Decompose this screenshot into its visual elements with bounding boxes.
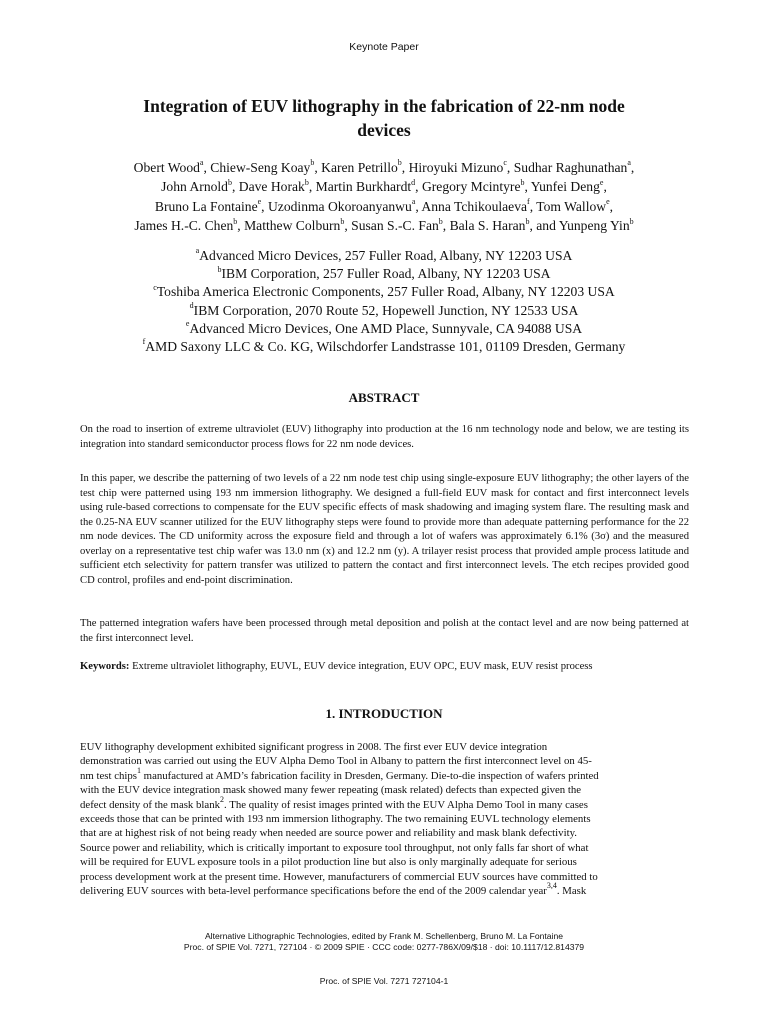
intro-text: exceeds those that can be printed with 193 nm immersion lithography. The two remaining EUVL technology elements: [80, 813, 591, 826]
author-name: Obert Wood: [133, 160, 200, 175]
keywords: [80, 660, 689, 675]
author: [536, 199, 609, 214]
author-name: Gregory Mcintyre: [421, 179, 521, 195]
abstract-heading: ABSTRACT: [348, 390, 420, 405]
intro-text: with the EUV device integration mask showed many fewer repeating (mask related) defects than expected given the: [80, 784, 582, 797]
author-affiliation-mark: a: [411, 197, 416, 207]
affiliation: [60, 320, 708, 338]
author-line: John Arnold$^b$, Dave Horak$^b$, Martin Burkhardt$^d$, Gregory Mcintyre$^b$, Yunfei Deng$^e$,: [161, 177, 607, 195]
title-line-1: Integration of EUV lithography in the fabrication of 22-nm node: [143, 96, 625, 116]
author-name: Dave Horak: [238, 179, 305, 195]
running-header: Keynote Paper: [349, 41, 419, 53]
affiliation-text: Advanced Micro Devices, 257 Fuller Road, Albany, NY 12203 USA: [199, 248, 573, 263]
author: [244, 218, 344, 233]
author-affiliation-mark: e: [257, 197, 262, 207]
intro-text: delivering EUV sources with beta-level performance specifications before the end of the 2009 calendar year: [80, 885, 547, 898]
reference-mark: 1: [136, 766, 141, 776]
intro-text: EUV lithography development exhibited significant progress in 2008. The first ever EUV device integration: [80, 741, 548, 753]
affiliation-mark: e: [185, 319, 190, 329]
affiliation-text: IBM Corporation, 2070 Route 52, Hopewell Junction, NY 12533 USA: [193, 302, 579, 318]
affiliation: [60, 338, 708, 356]
reference-mark: 3,4: [546, 881, 557, 891]
intro-line: [80, 826, 692, 840]
author: [409, 160, 507, 175]
intro-text: manufactured at AMD’s fabrication facility in Dresden, Germany. Die-to-die inspection of wafers printed: [140, 769, 599, 782]
author: [239, 179, 309, 194]
author: [155, 199, 261, 214]
author-line: James H.-C. Chen$^b$, Matthew Colburn$^b$, Susan S.-C. Fan$^b$, Bala S. Haran$^b$, and Yunpeng Yin$^b$: [134, 216, 634, 234]
author-affiliation-mark: a: [199, 158, 204, 168]
author-name: Anna Tchikoulaeva: [421, 198, 528, 214]
affiliation-mark: a: [195, 246, 200, 256]
author-affiliation-mark: a: [627, 158, 631, 168]
affiliation-text: AMD Saxony LLC & Co. KG, Wilschdorfer Landstrasse 101, 01109 Dresden, Germany: [145, 339, 626, 355]
abstract-paragraph-3: The patterned integration wafers have been processed through metal deposition and polish at the contact level and are now being patterned at the first interconnect level.: [80, 618, 689, 644]
author-line: Bruno La Fontaine$^e$, Uzodinma Okoroanyanwu$^a$, Anna Tchikoulaeva$^f$, Tom Wallow$^e$,: [154, 197, 614, 214]
author-name: Hiroyuki Mizuno: [408, 160, 504, 175]
author-line: Obert Wood$^a$, Chiew-Seng Koay$^b$, Karen Petrillo$^b$, Hiroyuki Mizuno$^c$, Sudhar Raghunathan$^a$,: [133, 158, 635, 175]
affiliation-text: IBM Corporation, 257 Fuller Road, Albany, NY 12203 USA: [221, 266, 551, 282]
affiliation-text: Advanced Micro Devices, One AMD Place, Sunnyvale, CA 94088 USA: [189, 320, 583, 336]
reference-mark: 2: [220, 795, 225, 805]
affiliation-text: Toshiba America Electronic Components, 257 Fuller Road, Albany, NY 12203 USA: [156, 284, 615, 300]
intro-text: Source power and reliability, which is critically important to exposure tool throughput, not only falls far short of what: [80, 841, 589, 854]
intro-line: [80, 754, 692, 768]
author: [134, 218, 237, 233]
introduction-body: [80, 740, 692, 898]
author-name: Karen Petrillo: [321, 160, 398, 175]
author-affiliation-mark: e: [599, 177, 604, 187]
author-name: James H.-C. Chen: [134, 218, 234, 234]
author: [514, 160, 631, 175]
author-name: Matthew Colburn: [244, 218, 341, 234]
intro-line: [80, 855, 692, 869]
author: [531, 179, 604, 194]
footer-citation: [0, 931, 768, 953]
author-affiliation-mark: b: [227, 177, 232, 187]
affiliation-mark: b: [217, 264, 222, 274]
abstract-paragraph-2: In this paper, we describe the patterning of two levels of a 22 nm node test chip using single-exposure EUV lithography; the other layers of the test chip were patterned using 193 nm immersion lithography. We designed a full-field EUV mask for contact and first interconnect levels using rule-based corrections to compensate for the EUV specific effects of mask shadowing and imaging system flare. The resulting mask and the 0.25-NA EUV scanner utilized for the EUV lithography steps were found to provide more than adequate patterning performance for the 22 nm node devices. The CD uniformity across the exposure field and through a lot of wafers was approximately 6.1% (3σ) and the measured overlay on a representative test chip wafer was 13.0 nm (x) and 12.2 nm (y). A trilayer resist process that provided ample process latitude and sufficient etch selectivity for pattern transfer was utilized to pattern the contact and first interconnect levels. The etch recipes provided good CD control, profiles and end-point discrimination.: [80, 473, 689, 586]
affiliation: [60, 283, 708, 301]
author-affiliation-mark: f: [527, 197, 530, 207]
abstract-paragraph-1: On the road to insertion of extreme ultraviolet (EUV) lithography into production at the 16 nm technology node and below, we are testing its integration into standard semiconductor process flows for 22 nm node devices.: [80, 424, 689, 450]
author-name: Chiew-Seng Koay: [210, 160, 311, 175]
page-number: Proc. of SPIE Vol. 7271 727104-1: [319, 976, 449, 986]
intro-line: [80, 740, 692, 754]
footer-line-2: Proc. of SPIE Vol. 7271, 727104 · © 2009 SPIE · CCC code: 0277-786X/09/$18 · doi: 10.1117/12.814379: [183, 942, 585, 952]
author-affiliation-mark: d: [411, 177, 416, 187]
affiliation-mark: c: [153, 282, 157, 292]
author-name: and Yunpeng Yin: [536, 218, 630, 234]
intro-line: [80, 766, 692, 783]
author-name: Uzodinma Okoroanyanwu: [267, 198, 412, 214]
author-affiliation-mark: b: [629, 216, 634, 226]
affiliation-list: [60, 247, 708, 356]
section-heading-introduction: 1. INTRODUCTION: [325, 706, 443, 721]
author: [450, 218, 530, 233]
author: [321, 160, 402, 175]
intro-text: that are at highest risk of not being ready when needed are source power and reliability and mask blank defectivity.: [80, 827, 577, 840]
author-affiliation-mark: b: [397, 158, 402, 168]
affiliation: [60, 302, 708, 320]
author-affiliation-mark: b: [233, 216, 238, 226]
author-affiliation-mark: b: [438, 216, 443, 226]
author: [536, 218, 633, 233]
intro-text: will be required for EUVL exposure tools in a pilot production line but also is only marginally adequate for serious: [80, 856, 577, 869]
keywords-text: Extreme ultraviolet lithography, EUVL, EUV device integration, EUV OPC, EUV mask, EUV resist process: [129, 661, 593, 672]
author: [268, 199, 415, 214]
author-affiliation-mark: b: [304, 177, 309, 187]
intro-line: [80, 783, 692, 797]
author-name: John Arnold: [161, 179, 228, 195]
intro-line: [80, 812, 692, 826]
affiliation-mark: f: [142, 337, 146, 347]
affiliation: [60, 265, 708, 283]
author-affiliation-mark: b: [340, 216, 345, 226]
intro-text: . Mask: [556, 885, 587, 898]
keywords-label: Keywords:: [80, 661, 130, 672]
author: [316, 179, 416, 194]
affiliation-mark: d: [189, 301, 194, 311]
author: [422, 179, 525, 194]
intro-text: demonstration was carried out using the EUV Alpha Demo Tool in Albany to pattern the first interconnect level on 45-: [80, 755, 592, 768]
affiliation: [60, 247, 708, 265]
intro-text: process development work at the present time. However, manufacturers of commercial EUV sources have committed to: [80, 870, 598, 883]
author: [134, 160, 204, 175]
author: [210, 160, 314, 175]
title-line-2: devices: [357, 120, 411, 140]
intro-line: [80, 870, 692, 884]
author-name: Bruno La Fontaine: [154, 198, 258, 214]
intro-line: [80, 795, 692, 812]
author-affiliation-mark: c: [503, 158, 507, 168]
author-name: Yunfei Deng: [530, 179, 600, 195]
paper-title: [96, 94, 672, 142]
author-name: Susan S.-C. Fan: [351, 218, 439, 234]
author-name: Bala S. Haran: [449, 218, 526, 234]
intro-text: . The quality of resist images printed with the EUV Alpha Demo Tool in many cases: [224, 798, 588, 811]
footer-line-1: Alternative Lithographic Technologies, edited by Frank M. Schellenberg, Bruno M. La Fontaine: [204, 931, 564, 941]
author-affiliation-mark: b: [310, 158, 315, 168]
author-name: Martin Burkhardt: [315, 179, 412, 195]
author: [161, 179, 232, 194]
author-affiliation-mark: b: [525, 216, 530, 226]
intro-text: nm test chips: [80, 769, 137, 782]
author-list: [60, 158, 708, 236]
author: [351, 218, 443, 233]
intro-line: [80, 881, 692, 898]
author-name: Tom Wallow: [536, 198, 607, 214]
intro-line: [80, 841, 692, 855]
intro-text: defect density of the mask blank: [80, 798, 221, 811]
author-affiliation-mark: e: [606, 197, 610, 207]
author-name: Sudhar Raghunathan: [513, 160, 628, 175]
author: [421, 199, 529, 214]
author-affiliation-mark: b: [520, 177, 525, 187]
